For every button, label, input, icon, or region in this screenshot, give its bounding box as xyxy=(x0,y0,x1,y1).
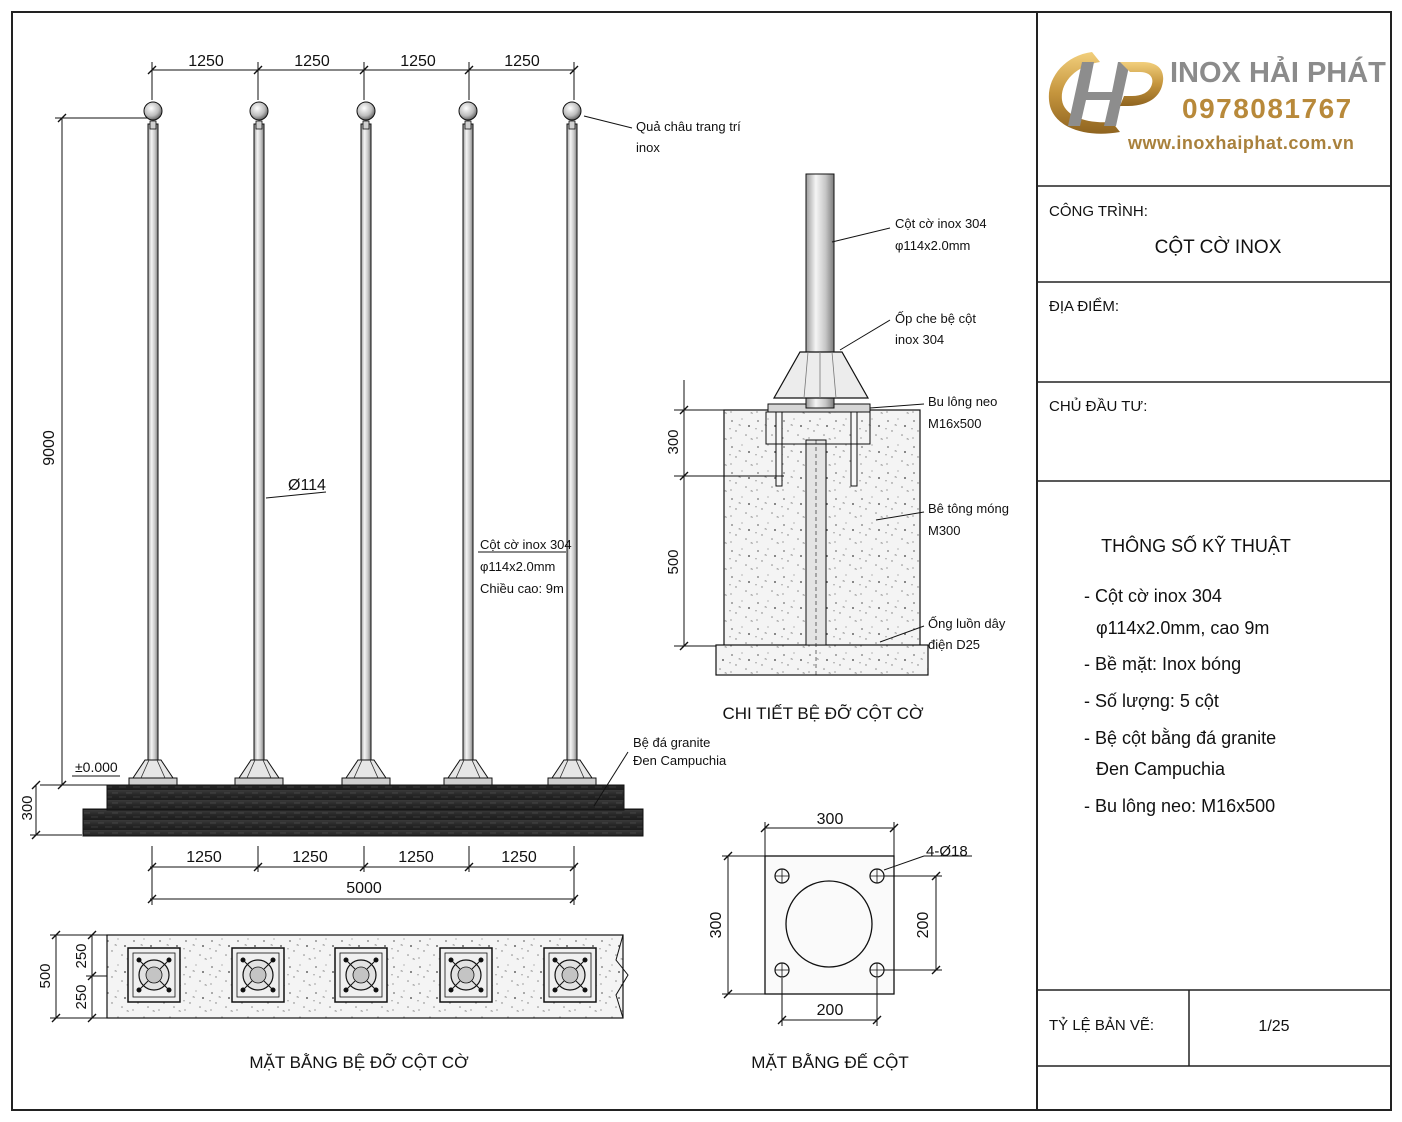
plan-base-plate xyxy=(232,948,284,1002)
concrete-footing xyxy=(716,645,928,675)
diameter-label: Ø114 xyxy=(288,477,326,494)
note-pole-line3: Chiều cao: 9m xyxy=(480,581,564,596)
foundation-detail xyxy=(665,174,1009,723)
plate-plan-title: MẶT BẰNG ĐẾ CỘT xyxy=(751,1053,909,1072)
spec-line: - Số lượng: 5 cột xyxy=(1084,691,1219,711)
specs-title: THÔNG SỐ KỸ THUẬT xyxy=(1101,536,1291,556)
foundation-detail-title: CHI TIẾT BỆ ĐỠ CỘT CỜ xyxy=(722,704,924,723)
note-cover-line2: inox 304 xyxy=(895,332,945,347)
hp-monogram-icon xyxy=(1049,52,1163,134)
dim-lower: 500 xyxy=(665,549,682,575)
granite-base-lower xyxy=(83,809,643,836)
dim-total-width: 500 xyxy=(37,963,54,989)
spec-line: - Cột cờ inox 304 xyxy=(1084,586,1222,606)
note-concrete-line2: M300 xyxy=(928,523,961,538)
ornament-ball xyxy=(144,102,162,120)
dim-spacing: 1250 xyxy=(292,849,328,866)
flagpole xyxy=(548,102,596,785)
dim-total: 5000 xyxy=(346,880,382,897)
ornament-ball xyxy=(459,102,477,120)
note-cover-line1: Ốp che bệ cột xyxy=(895,311,976,326)
dim-spacing: 1250 xyxy=(400,53,436,70)
company-website: www.inoxhaiphat.com.vn xyxy=(1128,133,1355,153)
level-label: ±0.000 xyxy=(75,759,118,775)
dim-plate-bottom: 200 xyxy=(816,1002,844,1019)
note-ball-line1: Quả châu trang trí xyxy=(636,119,741,134)
plan-base-plate xyxy=(335,948,387,1002)
spec-line: φ114x2.0mm, cao 9m xyxy=(1096,618,1270,638)
location-label: ĐỊA ĐIỂM: xyxy=(1049,298,1120,315)
spec-line: - Bu lông neo: M16x500 xyxy=(1084,796,1276,816)
spec-line: Đen Campuchia xyxy=(1096,759,1226,779)
plate-plan xyxy=(708,811,972,1072)
ornament-ball xyxy=(250,102,268,120)
base-cover xyxy=(774,352,868,398)
plan-base-plate xyxy=(544,948,596,1002)
note-concrete-line1: Bê tông móng xyxy=(928,501,1009,516)
note-conduit-line2: điện D25 xyxy=(928,637,981,652)
base-plan xyxy=(37,931,628,1072)
note-pole-line2: φ114x2.0mm xyxy=(895,238,971,253)
investor-label: CHỦ ĐẦU TƯ: xyxy=(1049,398,1148,415)
flagpole xyxy=(129,102,177,785)
dim-spacing: 1250 xyxy=(398,849,434,866)
dim-plate-top: 300 xyxy=(816,811,844,828)
dim-base-height: 300 xyxy=(19,795,36,821)
note-pole-line1: Cột cờ inox 304 xyxy=(480,537,572,552)
granite-base-upper xyxy=(107,785,624,810)
company-logo xyxy=(1049,52,1386,153)
dim-half-b: 250 xyxy=(73,984,90,1010)
note-bolt-line1: Bu lông neo xyxy=(928,394,998,409)
scale-value: 1/25 xyxy=(1258,1018,1290,1035)
dim-upper: 300 xyxy=(665,429,682,455)
note-pole-line1: Cột cờ inox 304 xyxy=(895,216,987,231)
project-label: CÔNG TRÌNH: xyxy=(1049,203,1148,220)
plan-base-plate xyxy=(128,948,180,1002)
plan-base-plate xyxy=(440,948,492,1002)
base-plate xyxy=(765,856,894,994)
dim-height: 9000 xyxy=(41,430,58,466)
dim-spacing: 1250 xyxy=(186,849,222,866)
holes-label: 4-Ø18 xyxy=(926,843,968,860)
ball-leader xyxy=(584,116,632,128)
dim-half-a: 250 xyxy=(73,943,90,969)
dim-spacing: 1250 xyxy=(188,53,224,70)
dim-spacing: 1250 xyxy=(504,53,540,70)
company-name: INOX HẢI PHÁT xyxy=(1170,57,1386,89)
spec-line: - Bề mặt: Inox bóng xyxy=(1084,654,1242,674)
dim-spacing: 1250 xyxy=(294,53,330,70)
flagpole xyxy=(342,102,390,785)
base-plan-title: MẶT BẰNG BỆ ĐỠ CỘT CỜ xyxy=(249,1053,469,1072)
dim-plate-right: 200 xyxy=(915,911,932,939)
specs-list xyxy=(1084,586,1276,816)
note-conduit-line1: Ống luồn dây xyxy=(928,616,1006,631)
ornament-ball xyxy=(357,102,375,120)
note-base-line1: Bệ đá granite xyxy=(633,735,711,750)
height-dimension xyxy=(30,114,148,839)
scale-label: TỶ LỆ BẢN VẼ: xyxy=(1049,1017,1155,1034)
note-bolt-line2: M16x500 xyxy=(928,416,982,431)
flagpole xyxy=(444,102,492,785)
dim-plate-left: 300 xyxy=(708,911,725,939)
note-base-line2: Đen Campuchia xyxy=(633,753,727,768)
note-ball-line2: inox xyxy=(636,140,660,155)
spec-line: - Bệ cột bằng đá granite xyxy=(1084,728,1277,748)
dim-spacing: 1250 xyxy=(501,849,537,866)
company-phone: 0978081767 xyxy=(1182,93,1353,124)
elevation-view xyxy=(19,53,741,905)
flagpole xyxy=(235,102,283,785)
ornament-ball xyxy=(563,102,581,120)
flagpoles xyxy=(129,102,596,785)
project-name: CỘT CỜ INOX xyxy=(1154,237,1282,258)
note-pole-line2: φ114x2.0mm xyxy=(480,559,556,574)
